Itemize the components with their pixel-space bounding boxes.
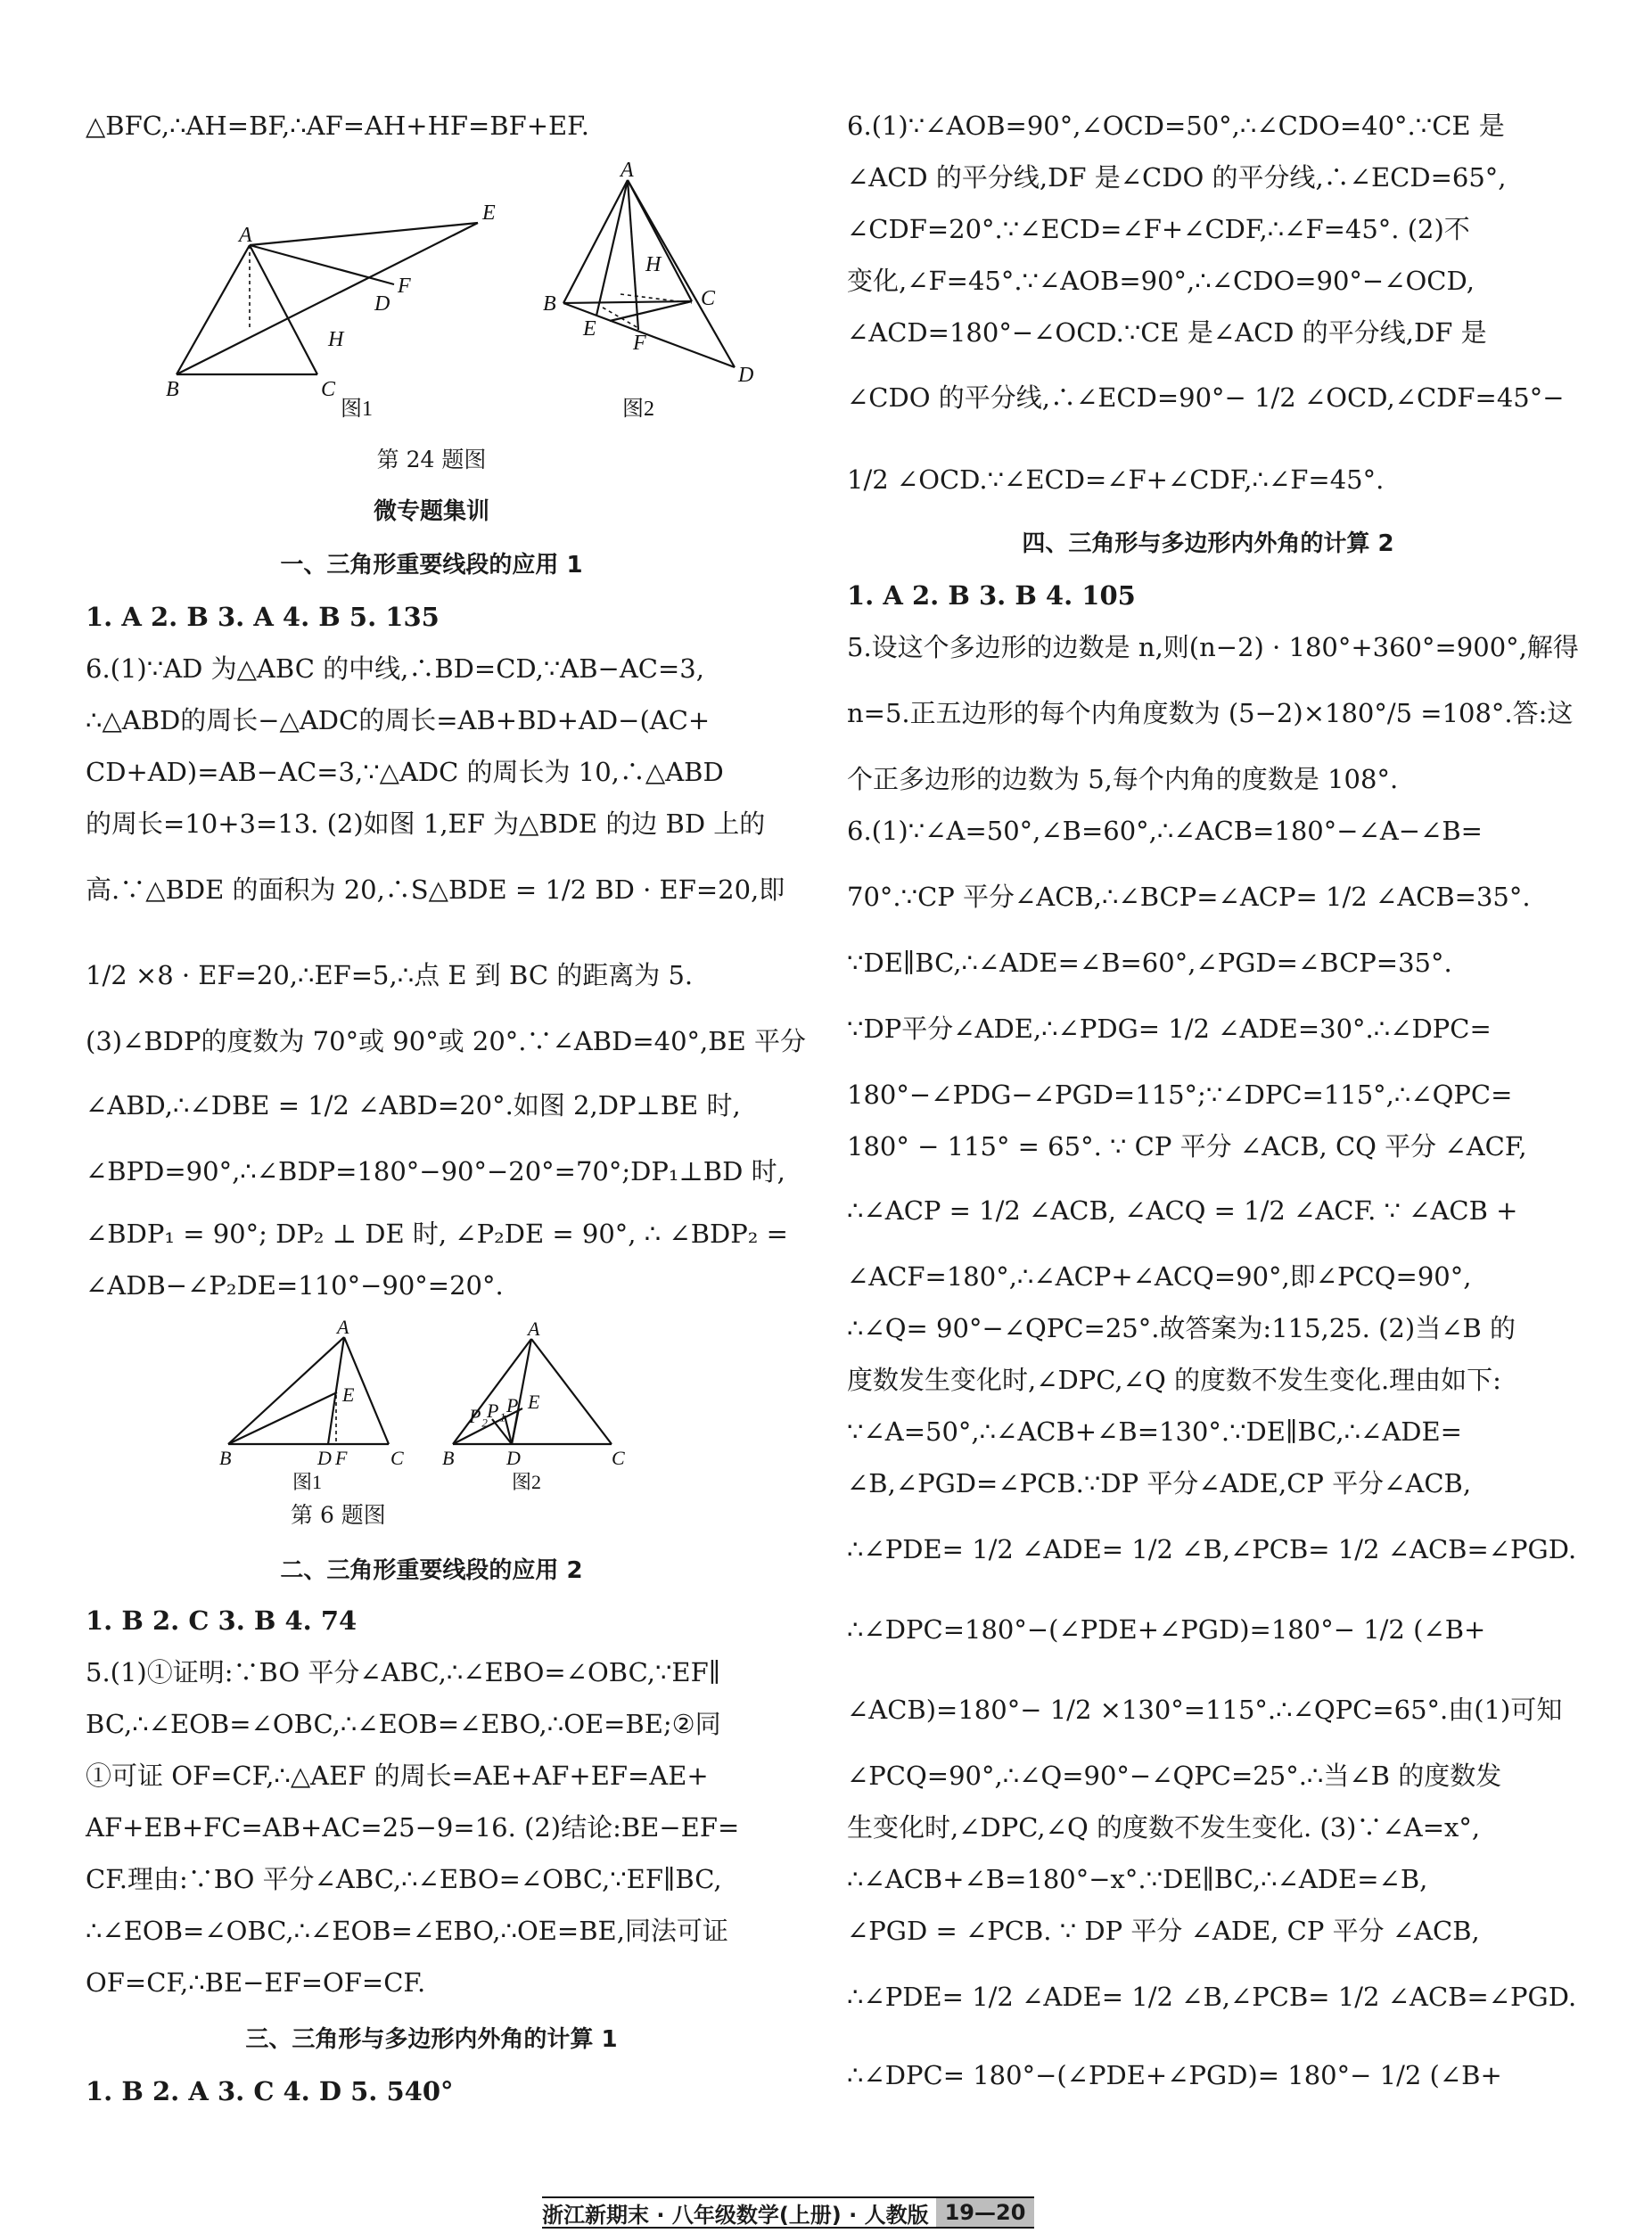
text-line: 的周长=10+3=13. (2)如图 1,EF 为△BDE 的边 BD 上的 — [86, 809, 766, 839]
point-label: A — [528, 1319, 540, 1340]
point-label: H — [328, 328, 344, 351]
point-label: A — [239, 224, 252, 247]
figure-24-diagram — [157, 160, 763, 428]
edge — [596, 180, 628, 316]
edge — [250, 245, 317, 374]
text-line: 1/2 ×8 · EF=20,∴EF=5,∴点 E 到 BC 的距离为 5. — [86, 960, 694, 990]
text-line: 5.设这个多边形的边数是 n,则(n−2) · 180°+360°=900°,解得 — [847, 632, 1579, 662]
page-footer — [542, 2196, 1034, 2229]
text-line: ∠PCQ=90°,∴∠Q=90°−∠QPC=25°.∴当∠B 的度数发 — [847, 1761, 1502, 1791]
text-line: ∴∠PDE= 1/2 ∠ADE= 1/2 ∠B,∠PCB= 1/2 ∠ACB=∠PGD. — [847, 1534, 1577, 1564]
text-line: ∠ACD=180°−∠OCD.∵CE 是∠ACD 的平分线,DF 是 — [847, 317, 1487, 348]
text-line: 6.(1)∵AD 为△ABC 的中线,∴BD=CD,∵AB−AC=3, — [86, 653, 704, 684]
point-label: B — [219, 1447, 232, 1469]
text-line: OF=CF,∴BE−EF=OF=CF. — [86, 1967, 426, 1998]
point-label: P₁ — [487, 1400, 506, 1422]
text-line: CD+AD)=AB−AC=3,∵△ADC 的周长为 10,∴△ABD — [86, 757, 724, 787]
subfigure-caption: 图2 — [512, 1471, 542, 1493]
edge — [228, 1337, 344, 1444]
text-line: ∠ADB−∠P₂DE=110°−90°=20°. — [86, 1270, 504, 1301]
text-line: ∠BPD=90°,∴∠BDP=180°−90°−20°=70°;DP₁⊥BD 时, — [86, 1156, 785, 1186]
point-label: A — [621, 160, 634, 182]
text-line: △BFC,∴AH=BF,∴AF=AH+HF=BF+EF. — [86, 111, 590, 141]
point-label: B — [442, 1447, 455, 1469]
point-label: E — [528, 1391, 540, 1413]
text-line: ∠PGD = ∠PCB. ∵ DP 平分 ∠ADE, CP 平分 ∠ACB, — [847, 1916, 1480, 1946]
point-label: C — [701, 287, 716, 310]
text-line: ∵DP平分∠ADE,∴∠PDG= 1/2 ∠ADE=30°.∴∠DPC= — [847, 1014, 1492, 1044]
answer-row: 1. B 2. A 3. C 4. D 5. 540° — [86, 2076, 454, 2106]
text-line: ∠ACB)=180°− 1/2 ×130°=115°.∴∠QPC=65°.由(1)可知 — [847, 1695, 1563, 1725]
point-label: H — [645, 253, 662, 276]
book-title: 浙江新期末 · 八年级数学(上册) · 人教版 — [542, 2202, 929, 2228]
figure-6-diagram — [219, 1319, 719, 1506]
edge — [453, 1339, 531, 1444]
point-label: A — [337, 1319, 349, 1338]
text-line: CF.理由:∵BO 平分∠ABC,∴∠EBO=∠OBC,∵EF∥BC, — [86, 1864, 722, 1894]
text-line: n=5.正五边形的每个内角度数为 (5−2)×180°/5 =108°.答:这 — [847, 698, 1574, 728]
answer-row: 1. A 2. B 3. A 4. B 5. 135 — [86, 602, 440, 632]
point-label: C — [390, 1447, 404, 1469]
text-line: ∠CDF=20°.∵∠ECD=∠F+∠CDF,∴∠F=45°. (2)不 — [847, 214, 1470, 244]
point-label: D — [506, 1447, 521, 1469]
point-label: P — [506, 1394, 519, 1416]
text-line: ∴∠ACB+∠B=180°−x°.∵DE∥BC,∴∠ADE=∠B, — [847, 1864, 1428, 1894]
edge — [177, 223, 478, 374]
answer-row: 1. A 2. B 3. B 4. 105 — [847, 580, 1136, 611]
figure-caption: 第 24 题图 — [376, 447, 487, 472]
subfigure-caption: 图1 — [341, 398, 373, 421]
text-line: ∠B,∠PGD=∠PCB.∵DP 平分∠ADE,CP 平分∠ACB, — [847, 1468, 1472, 1498]
section-title: 一、三角形重要线段的应用 1 — [280, 552, 583, 579]
point-label: E — [583, 317, 596, 341]
point-label: F — [633, 332, 646, 355]
edge — [531, 1339, 612, 1444]
edge — [250, 223, 478, 245]
text-line: AF+EB+FC=AB+AC=25−9=16. (2)结论:BE−EF= — [86, 1812, 740, 1843]
point-label: C — [321, 378, 336, 401]
text-line: ∴∠Q= 90°−∠QPC=25°.故答案为:115,25. (2)当∠B 的 — [847, 1313, 1516, 1343]
text-line: ①可证 OF=CF,∴△AEF 的周长=AE+AF+EF=AE+ — [86, 1761, 709, 1791]
section-title: 三、三角形与多边形内外角的计算 1 — [245, 2026, 618, 2053]
text-line: ∠ACF=180°,∴∠ACP+∠ACQ=90°,即∠PCQ=90°, — [847, 1261, 1472, 1292]
text-line: 70°.∵CP 平分∠ACB,∴∠BCP=∠ACP= 1/2 ∠ACB=35°. — [847, 882, 1531, 912]
page-number: 19—20 — [936, 2198, 1035, 2227]
text-line: 生变化时,∠DPC,∠Q 的度数不发生变化. (3)∵∠A=x°, — [847, 1812, 1481, 1843]
point-label: F — [398, 275, 411, 298]
subfigure-caption: 图2 — [622, 398, 654, 421]
text-line: 6.(1)∵∠AOB=90°,∠OCD=50°,∴∠CDO=40°.∵CE 是 — [847, 111, 1505, 141]
point-label: C — [612, 1447, 625, 1469]
text-line: 变化,∠F=45°.∵∠AOB=90°,∴∠CDO=90°−∠OCD, — [847, 266, 1475, 296]
text-line: ∵∠A=50°,∴∠ACB+∠B=130°.∵DE∥BC,∴∠ADE= — [847, 1416, 1462, 1447]
text-line: ∴∠DPC=180°−(∠PDE+∠PGD)=180°− 1/2 (∠B+ — [847, 1614, 1486, 1645]
text-line: 个正多边形的边数为 5,每个内角的度数是 108°. — [847, 764, 1399, 794]
edge — [563, 180, 628, 303]
text-line: BC,∴∠EOB=∠OBC,∴∠EOB=∠EBO,∴OE=BE;②同 — [86, 1709, 721, 1739]
text-line: ∴∠EOB=∠OBC,∴∠EOB=∠EBO,∴OE=BE,同法可证 — [86, 1916, 728, 1946]
point-label: B — [166, 378, 179, 401]
text-line: ∴△ABD的周长−△ADC的周长=AB+BD+AD−(AC+ — [86, 705, 711, 735]
text-line: 180° − 115° = 65°. ∵ CP 平分 ∠ACB, CQ 平分 ∠ACF, — [847, 1131, 1527, 1162]
point-label: F — [335, 1447, 348, 1469]
edge — [250, 245, 394, 284]
point-label: D — [738, 364, 754, 387]
point-label: B — [543, 292, 556, 316]
point-label: P₂ — [469, 1405, 489, 1427]
text-line: (3)∠BDP的度数为 70°或 90°或 20°.∵∠ABD=40°,BE 平分 — [86, 1026, 806, 1056]
point-label: D — [374, 292, 390, 316]
edge — [628, 180, 638, 330]
text-line: 1/2 ∠OCD.∵∠ECD=∠F+∠CDF,∴∠F=45°. — [847, 464, 1385, 495]
answer-row: 1. B 2. C 3. B 4. 74 — [86, 1605, 358, 1636]
section-title: 二、三角形重要线段的应用 2 — [280, 1557, 583, 1584]
text-line: ∴∠PDE= 1/2 ∠ADE= 1/2 ∠B,∠PCB= 1/2 ∠ACB=∠PGD. — [847, 1982, 1577, 2012]
text-line: ∴∠DPC= 180°−(∠PDE+∠PGD)= 180°− 1/2 (∠B+ — [847, 2060, 1502, 2090]
section-heading: 微专题集训 — [373, 498, 489, 525]
point-label: D — [317, 1447, 332, 1469]
edge — [563, 301, 692, 303]
text-line: 180°−∠PDG−∠PGD=115°;∵∠DPC=115°,∴∠QPC= — [847, 1080, 1513, 1110]
figure-caption: 第 6 题图 — [291, 1502, 386, 1528]
text-line: ∴∠ACP = 1/2 ∠ACB, ∠ACQ = 1/2 ∠ACF. ∵ ∠ACB + — [847, 1195, 1518, 1226]
point-label: E — [482, 201, 496, 225]
point-label: E — [342, 1383, 355, 1406]
edge — [228, 1392, 337, 1444]
text-line: 高.∵△BDE 的面积为 20,∴S△BDE = 1/2 BD · EF=20,即 — [86, 874, 785, 905]
text-line: ∵DE∥BC,∴∠ADE=∠B=60°,∠PGD=∠BCP=35°. — [847, 948, 1452, 978]
text-line: 6.(1)∵∠A=50°,∠B=60°,∴∠ACB=180°−∠A−∠B= — [847, 816, 1483, 846]
text-line: 度数发生变化时,∠DPC,∠Q 的度数不发生变化.理由如下: — [847, 1365, 1501, 1395]
section-title: 四、三角形与多边形内外角的计算 2 — [1022, 530, 1394, 557]
text-line: 5.(1)①证明:∵BO 平分∠ABC,∴∠EBO=∠OBC,∵EF∥ — [86, 1657, 721, 1687]
text-line: ∠BDP₁ = 90°; DP₂ ⊥ DE 时, ∠P₂DE = 90°, ∴ ∠BDP₂ = — [86, 1219, 788, 1249]
subfigure-caption: 图1 — [292, 1471, 323, 1493]
text-line: ∠CDO 的平分线,∴∠ECD=90°− 1/2 ∠OCD,∠CDF=45°− — [847, 382, 1565, 413]
text-line: ∠ABD,∴∠DBE = 1/2 ∠ABD=20°.如图 2,DP⊥BE 时, — [86, 1090, 741, 1121]
text-line: ∠ACD 的平分线,DF 是∠CDO 的平分线,∴∠ECD=65°, — [847, 162, 1507, 193]
